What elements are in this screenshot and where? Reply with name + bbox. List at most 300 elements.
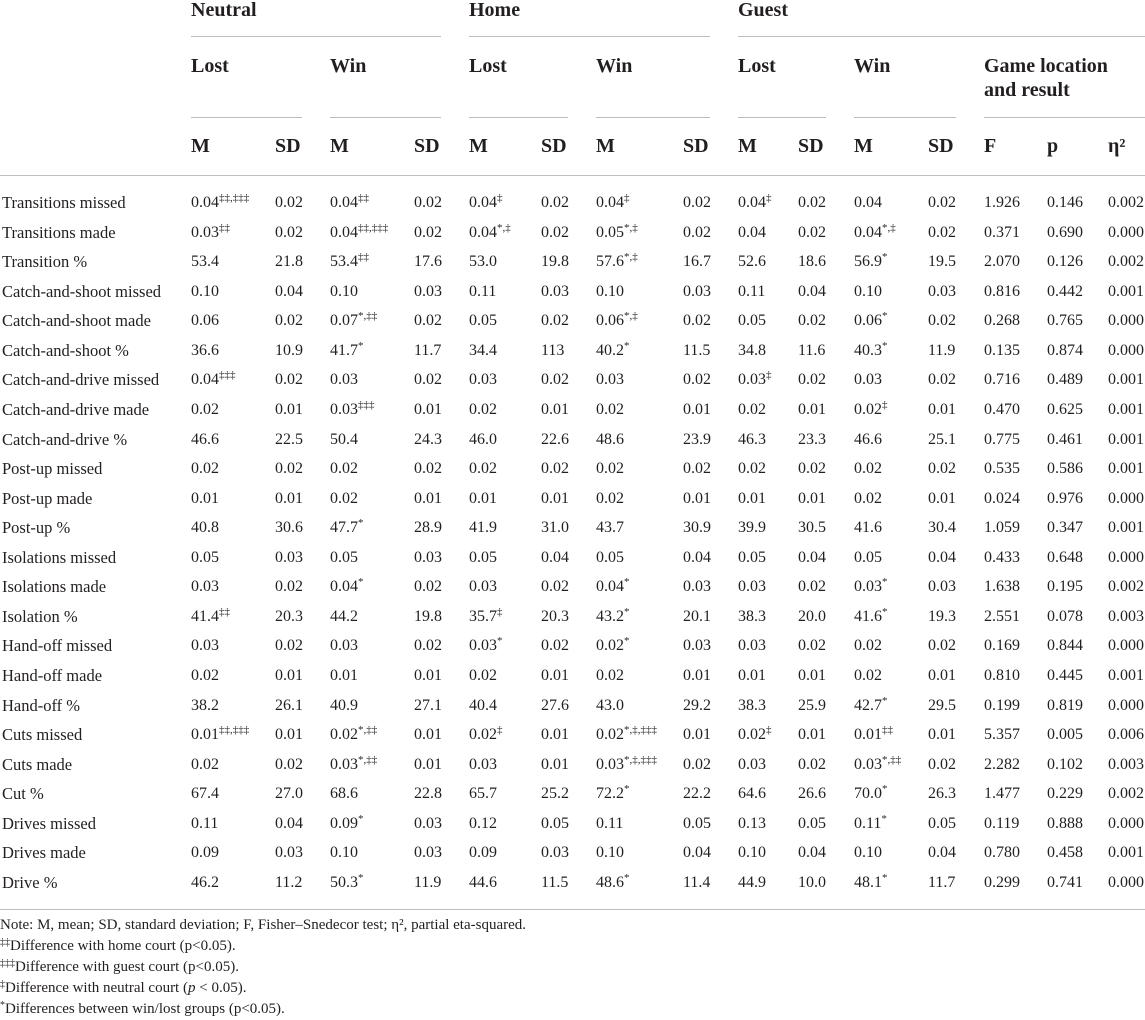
cell-value: 36.6 <box>191 341 219 359</box>
cell-value: 0.006 <box>1108 726 1144 744</box>
cell-value: 19.3 <box>928 607 956 625</box>
table-cell <box>469 306 541 336</box>
table-cell <box>330 218 414 248</box>
row-label: Drives made <box>2 843 86 863</box>
table-cell <box>1047 513 1108 543</box>
table-cell <box>191 602 275 632</box>
cell-value: 41.7 <box>330 341 358 359</box>
cell-value: 0.01 <box>854 726 882 744</box>
table-cell <box>984 188 1047 218</box>
cell-value: 0.005 <box>1047 726 1083 744</box>
table-cell <box>854 247 928 277</box>
table-cell <box>191 661 275 691</box>
cell-value: 0.01 <box>275 726 303 744</box>
col-header-guest-win-sd: SD <box>928 135 954 157</box>
table-cell <box>854 809 928 839</box>
table-cell <box>469 218 541 248</box>
table-cell <box>928 484 984 514</box>
cell-value: 0.03 <box>683 578 711 596</box>
subheader-neutral-win: Win <box>330 37 441 118</box>
cell-value: 0.01 <box>798 400 826 418</box>
cell-value: 0.02 <box>798 194 826 211</box>
significance-mark: * <box>358 871 364 884</box>
table-cell <box>928 365 984 395</box>
table-cell <box>984 218 1047 248</box>
table-cell <box>683 336 738 366</box>
table-cell <box>191 543 275 573</box>
cell-value: 25.2 <box>541 785 569 803</box>
cell-value: 0.04 <box>798 548 826 566</box>
significance-mark: *,‡‡ <box>358 724 378 737</box>
cell-value: 0.02 <box>414 312 442 330</box>
cell-value: 53.4 <box>330 253 358 271</box>
table-cell <box>738 543 798 573</box>
table-cell <box>798 188 854 218</box>
table-cell <box>414 809 469 839</box>
cell-value: 0.09 <box>191 844 219 862</box>
cell-value: 0.02 <box>596 637 624 655</box>
table-cell <box>738 838 798 868</box>
cell-value: 0.02 <box>683 371 711 389</box>
cell-value: 39.9 <box>738 519 766 537</box>
table-cell <box>330 513 414 543</box>
significance-mark: * <box>358 339 364 352</box>
row-label: Catch-and-shoot made <box>2 311 151 331</box>
table-cell <box>928 247 984 277</box>
cell-value: 0.02 <box>330 726 358 744</box>
table-cell <box>596 543 683 573</box>
table-cell <box>928 661 984 691</box>
table-cell <box>1108 336 1145 366</box>
significance-mark: ‡ <box>766 369 772 382</box>
cell-value: 0.02 <box>596 400 624 418</box>
table-cell <box>928 218 984 248</box>
cell-value: 0.690 <box>1047 223 1083 241</box>
cell-value: 0.03 <box>928 578 956 596</box>
cell-value: 0.04 <box>596 194 624 211</box>
cell-value: 48.6 <box>596 430 624 448</box>
table-cell <box>330 484 414 514</box>
table-cell <box>596 484 683 514</box>
cell-value: 52.6 <box>738 253 766 271</box>
table-cell <box>596 395 683 425</box>
table-cell <box>596 720 683 750</box>
table-cell <box>414 720 469 750</box>
table-cell <box>854 602 928 632</box>
table-cell <box>683 365 738 395</box>
cell-value: 53.4 <box>191 253 219 271</box>
stub-header <box>0 118 191 175</box>
table-cell <box>984 661 1047 691</box>
cell-value: 0.04 <box>854 223 882 241</box>
table-cell <box>1047 395 1108 425</box>
table-cell <box>854 720 928 750</box>
table-cell <box>1108 543 1145 573</box>
table-cell <box>596 306 683 336</box>
cell-value: 30.9 <box>683 519 711 537</box>
footnote-text: Difference with home court (p<0.05). <box>10 937 236 954</box>
cell-value: 38.3 <box>738 607 766 625</box>
table-cell <box>1047 868 1108 898</box>
table-cell <box>738 218 798 248</box>
table-row <box>0 277 1145 307</box>
significance-mark: ‡‡ <box>219 221 230 234</box>
cell-value: 0.02 <box>596 489 624 507</box>
table-cell <box>1047 336 1108 366</box>
cell-value: 67.4 <box>191 785 219 803</box>
table-cell <box>683 425 738 455</box>
table-cell <box>1047 365 1108 395</box>
cell-value: 0.04 <box>330 223 358 241</box>
cell-value: 0.02 <box>798 578 826 596</box>
col-header-neutral-win-sd: SD <box>414 135 440 157</box>
cell-value: 0.02 <box>330 489 358 507</box>
significance-mark: ‡‡,‡‡‡ <box>219 192 250 204</box>
table-cell <box>854 572 928 602</box>
table-cell <box>596 602 683 632</box>
cell-value: 0.02 <box>541 312 569 330</box>
cell-value: 0.001 <box>1108 519 1144 537</box>
row-label: Drives missed <box>2 813 96 833</box>
cell-value: 0.02 <box>596 726 624 744</box>
table-cell <box>330 720 414 750</box>
cell-value: 1.477 <box>984 785 1020 803</box>
cell-value: 22.2 <box>683 785 711 803</box>
table-row <box>0 691 1145 721</box>
table-cell <box>738 809 798 839</box>
cell-value: 0.02 <box>798 755 826 773</box>
table-cell <box>738 513 798 543</box>
table-cell <box>984 336 1047 366</box>
table-cell <box>928 572 984 602</box>
table-cell <box>683 779 738 809</box>
cell-value: 0.816 <box>984 282 1020 300</box>
cell-value: 0.01 <box>541 726 569 744</box>
col-header-f: F <box>984 135 997 157</box>
group-header-home: Home <box>469 0 710 37</box>
row-label: Catch-and-drive % <box>2 429 128 449</box>
table-cell <box>541 661 596 691</box>
col-header-eta-squared: η² <box>1108 135 1126 157</box>
cell-value: 11.4 <box>683 873 711 891</box>
row-label: Isolation % <box>2 606 78 626</box>
table-row <box>0 336 1145 366</box>
cell-value: 0.01 <box>275 667 303 684</box>
cell-value: 0.02 <box>275 312 303 330</box>
table-cell <box>928 868 984 898</box>
table-cell <box>1108 247 1145 277</box>
cell-value: 2.282 <box>984 755 1020 773</box>
cell-value: 0.04 <box>330 578 358 596</box>
row-label: Hand-off missed <box>2 636 113 656</box>
table-cell <box>330 306 414 336</box>
cell-value: 0.001 <box>1108 282 1144 300</box>
table-cell <box>275 572 330 602</box>
table-cell <box>541 484 596 514</box>
table-cell <box>469 572 541 602</box>
table-cell <box>414 661 469 691</box>
table-cell <box>854 277 928 307</box>
footnote-mark: * <box>0 999 5 1011</box>
cell-value: 0.001 <box>1108 430 1144 448</box>
table-cell <box>1047 425 1108 455</box>
table-cell <box>330 543 414 573</box>
cell-value: 26.3 <box>928 785 956 803</box>
table-cell <box>1108 809 1145 839</box>
table-cell <box>1108 631 1145 661</box>
footnote-win-lost <box>0 999 1145 1020</box>
table-cell <box>414 277 469 307</box>
cell-value: 0.648 <box>1047 548 1083 566</box>
table-cell <box>596 454 683 484</box>
table-cell <box>541 365 596 395</box>
table-cell <box>984 602 1047 632</box>
cell-value: 0.04 <box>275 814 303 832</box>
table-cell <box>738 247 798 277</box>
cell-value: 20.3 <box>541 607 569 625</box>
significance-mark: ‡‡ <box>219 605 230 618</box>
table-cell <box>541 691 596 721</box>
table-cell <box>738 572 798 602</box>
cell-value: 0.02 <box>414 223 442 241</box>
table-row <box>0 631 1145 661</box>
table-cell <box>854 306 928 336</box>
significance-mark: * <box>882 694 888 707</box>
cell-value: 50.4 <box>330 430 358 448</box>
cell-value: 0.03 <box>414 282 442 300</box>
cell-value: 2.070 <box>984 253 1020 271</box>
cell-value: 0.04 <box>596 578 624 596</box>
cell-value: 0.001 <box>1108 667 1144 684</box>
table-cell <box>596 661 683 691</box>
table-row <box>0 838 1145 868</box>
table-cell <box>191 720 275 750</box>
cell-value: 31.0 <box>541 519 569 537</box>
cell-value: 0.04 <box>683 844 711 862</box>
cell-value: 0.000 <box>1108 637 1144 655</box>
table-cell <box>414 365 469 395</box>
table-cell <box>469 809 541 839</box>
table-cell <box>1047 809 1108 839</box>
cell-value: 0.01 <box>541 667 569 684</box>
table-cell <box>275 513 330 543</box>
cell-value: 19.8 <box>414 607 442 625</box>
cell-value: 0.001 <box>1108 371 1144 389</box>
cell-value: 113 <box>541 341 565 359</box>
table-cell <box>330 838 414 868</box>
table-cell <box>596 750 683 780</box>
cell-value: 0.535 <box>984 460 1020 478</box>
cell-value: 0.03 <box>854 371 882 389</box>
table-cell <box>330 750 414 780</box>
row-label: Isolations made <box>2 577 107 597</box>
table-cell <box>798 720 854 750</box>
table-row <box>0 572 1145 602</box>
table-cell <box>984 306 1047 336</box>
col-header-home-lost-m: M <box>469 135 488 157</box>
cell-value: 0.05 <box>330 548 358 566</box>
table-cell <box>330 631 414 661</box>
table-cell <box>541 513 596 543</box>
table-row <box>0 750 1145 780</box>
cell-value: 25.9 <box>798 696 826 714</box>
table-cell <box>191 779 275 809</box>
cell-value: 48.6 <box>596 873 624 891</box>
table-row <box>0 306 1145 336</box>
cell-value: 0.04 <box>683 548 711 566</box>
cell-value: 0.02 <box>541 371 569 389</box>
table-cell <box>798 602 854 632</box>
table-row <box>0 661 1145 691</box>
table-cell <box>541 425 596 455</box>
cell-value: 0.01 <box>683 726 711 744</box>
row-label: Post-up % <box>2 518 71 538</box>
cell-value: 0.02 <box>191 460 219 478</box>
cell-value: 0.002 <box>1108 785 1144 803</box>
cell-value: 0.11 <box>596 814 624 832</box>
table-cell <box>683 484 738 514</box>
table-cell <box>191 218 275 248</box>
cell-value: 0.001 <box>1108 460 1144 478</box>
table-cell <box>1047 543 1108 573</box>
table-cell <box>798 691 854 721</box>
col-header-neutral-win-m: M <box>330 135 349 157</box>
cell-value: 29.5 <box>928 696 956 714</box>
table-row <box>0 779 1145 809</box>
table-cell <box>330 365 414 395</box>
cell-value: 20.3 <box>275 607 303 625</box>
cell-value: 0.02 <box>191 667 219 684</box>
table-cell <box>738 306 798 336</box>
table-cell <box>683 809 738 839</box>
table-row <box>0 513 1145 543</box>
table-cell <box>798 779 854 809</box>
table-cell <box>596 218 683 248</box>
row-label: Catch-and-drive missed <box>2 370 160 390</box>
row-label: Transition % <box>2 252 88 272</box>
significance-mark: * <box>882 871 888 884</box>
cell-value: 0.04 <box>738 194 766 211</box>
table-cell <box>1108 454 1145 484</box>
table-cell <box>469 602 541 632</box>
table-cell <box>738 631 798 661</box>
significance-mark: *,‡‡ <box>882 753 902 766</box>
significance-mark: * <box>497 635 503 648</box>
cell-value: 0.000 <box>1108 696 1144 714</box>
table-cell <box>1047 750 1108 780</box>
cell-value: 0.347 <box>1047 519 1083 537</box>
table-cell <box>798 336 854 366</box>
significance-mark: * <box>358 812 364 825</box>
table-cell <box>596 838 683 868</box>
table-cell <box>191 306 275 336</box>
cell-value: 16.7 <box>683 253 711 271</box>
table-cell <box>330 425 414 455</box>
table-cell <box>275 425 330 455</box>
cell-value: 0.741 <box>1047 873 1083 891</box>
table-cell <box>330 779 414 809</box>
table-row <box>0 395 1145 425</box>
table-cell <box>738 395 798 425</box>
cell-value: 0.02 <box>469 400 497 418</box>
table-cell <box>798 631 854 661</box>
table-cell <box>191 572 275 602</box>
cell-value: 0.03 <box>191 578 219 596</box>
cell-value: 35.7 <box>469 607 497 625</box>
cell-value: 0.02 <box>798 637 826 655</box>
cell-value: 38.3 <box>738 696 766 714</box>
table-cell <box>414 306 469 336</box>
cell-value: 22.8 <box>414 785 442 803</box>
cell-value: 0.04 <box>854 194 882 211</box>
table-cell <box>414 779 469 809</box>
table-cell <box>414 513 469 543</box>
cell-value: 0.02 <box>798 371 826 389</box>
significance-mark: *,‡‡ <box>358 753 378 766</box>
table-cell <box>596 572 683 602</box>
table-cell <box>414 425 469 455</box>
cell-value: 0.299 <box>984 873 1020 891</box>
table-cell <box>275 602 330 632</box>
cell-value: 0.03 <box>738 637 766 655</box>
table-cell <box>541 306 596 336</box>
table-cell <box>1108 484 1145 514</box>
row-label: Cuts missed <box>2 725 83 745</box>
cell-value: 0.04 <box>798 844 826 862</box>
table-cell <box>275 247 330 277</box>
cell-value: 46.6 <box>191 430 219 448</box>
row-label: Catch-and-shoot missed <box>2 281 162 301</box>
row-label: Hand-off made <box>2 666 103 685</box>
cell-value: 0.810 <box>984 667 1020 684</box>
table-cell <box>854 365 928 395</box>
cell-value: 0.01 <box>330 667 358 684</box>
cell-value: 0.03 <box>275 548 303 566</box>
cell-value: 46.2 <box>191 873 219 891</box>
cell-value: 0.03 <box>928 282 956 300</box>
cell-value: 0.02 <box>854 400 882 418</box>
table-cell <box>275 218 330 248</box>
cell-value: 0.04 <box>798 282 826 300</box>
table-cell <box>414 543 469 573</box>
table-cell <box>596 809 683 839</box>
cell-value: 38.2 <box>191 696 219 714</box>
cell-value: 0.03 <box>469 371 497 389</box>
cell-value: 0.11 <box>469 282 497 300</box>
table-cell <box>596 336 683 366</box>
cell-value: 0.05 <box>738 548 766 566</box>
table-cell <box>1047 779 1108 809</box>
table-cell <box>541 336 596 366</box>
table-cell <box>469 365 541 395</box>
col-header-p: p <box>1047 135 1059 157</box>
table-cell <box>928 809 984 839</box>
table-cell <box>1108 513 1145 543</box>
table-cell <box>738 365 798 395</box>
table-cell <box>191 631 275 661</box>
table-cell <box>1108 779 1145 809</box>
significance-mark: ‡‡,‡‡‡ <box>358 221 389 234</box>
table-cell <box>191 188 275 218</box>
cell-value: 0.02 <box>798 460 826 478</box>
table-cell <box>469 277 541 307</box>
table-body <box>0 176 1145 910</box>
cell-value: 0.002 <box>1108 253 1144 271</box>
col-header-neutral-lost-sd: SD <box>275 135 301 157</box>
row-label: Post-up missed <box>2 459 103 479</box>
cell-value: 1.638 <box>984 578 1020 596</box>
table-cell <box>738 277 798 307</box>
